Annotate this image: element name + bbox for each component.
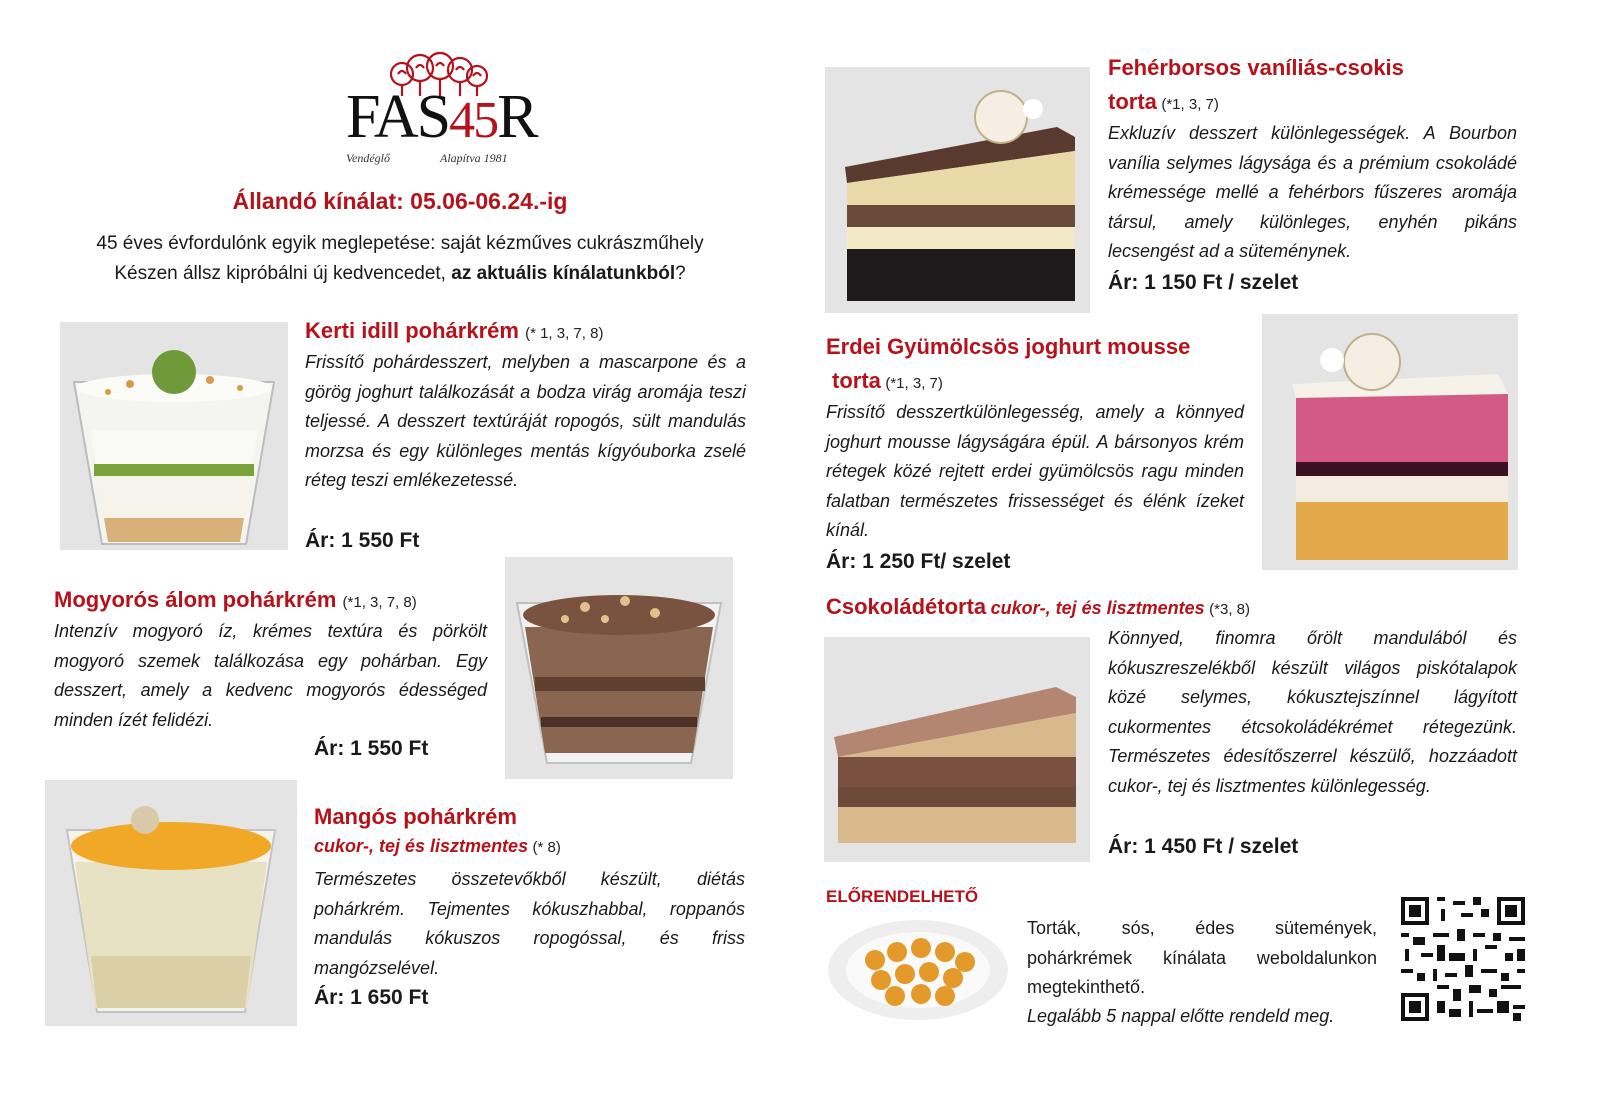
feherborsos-allergens: (*1, 3, 7) (1161, 96, 1219, 113)
feherborsos-name-torta: torta (1108, 89, 1157, 114)
intro-line-1: 45 éves évfordulónk egyik meglepetése: saját kézműves cukrászműhely (96, 233, 704, 254)
feherborsos-title-line1: Fehérborsos vaníliás-csokis (1108, 55, 1404, 80)
csoki-title-line (826, 594, 1250, 620)
feherborsos-description: Exkluzív desszert különlegességek. A Bourbon vanília selymes lágysága és a prémium csokoládé krémessége mellé a fehérbors fűszeres aromája társul, amely különleges, enyhén pikáns lecsengést ad a süteménynek. (1108, 123, 1517, 261)
mogyoros-title (54, 587, 417, 613)
preorder-note: Legalább 5 nappal előtte rendeld meg. (1027, 1006, 1335, 1026)
csoki-allergens: (*3, 8) (1209, 601, 1250, 618)
mangos-price: Ár: 1 650 Ft (314, 986, 429, 1009)
mangos-subtitle-line (314, 836, 561, 857)
csoki-name: Csokoládétorta (826, 594, 987, 619)
erdei-photo (1262, 314, 1518, 570)
brand-r: R (497, 83, 537, 151)
kerti-idill-description: Frissítő pohárdesszert, melyben a mascarpone és a görög joghurt találkozását a bodza virág aromája teszi teljessé. A desszert textúráját ropogós, sült mandulás morzsa és egy különleges mentás kígyóuborka zselé réteg teszi emlékezetessé. (305, 352, 746, 490)
erdei-name-torta: torta (832, 368, 881, 393)
intro-line-2 (40, 263, 760, 285)
intro-line-2-end: ? (675, 263, 686, 284)
logo (340, 50, 537, 172)
feherborsos-title-line2 (1108, 89, 1219, 115)
intro-line-2-plain: Készen állsz kipróbálni új kedvencedet, (114, 263, 452, 284)
kerti-idill-price: Ár: 1 550 Ft (305, 529, 420, 552)
mogyoros-price: Ár: 1 550 Ft (314, 737, 429, 760)
preorder-photo (825, 914, 1011, 1022)
intro-line-2-bold: az aktuális kínálatunkból (451, 263, 676, 284)
mogyoros-allergens: (*1, 3, 7, 8) (342, 594, 417, 611)
mangos-photo (45, 780, 297, 1026)
kerti-idill-allergens: (* 1, 3, 7, 8) (525, 325, 604, 342)
kerti-idill-title (305, 318, 603, 344)
qr-code-icon[interactable] (1397, 893, 1529, 1025)
erdei-price: Ár: 1 250 Ft/ szelet (826, 550, 1011, 573)
preorder-text: Torták, sós, édes sütemények, pohárkrémek kínálata weboldalunkon megtekinthető. (1027, 918, 1377, 997)
preorder-heading: ELŐRENDELHETŐ (826, 887, 979, 906)
mangos-description: Természetes összetevőkből készült, diétás pohárkrém. Tejmentes kókuszhabbal, roppanós mandulás kókuszos ropogóssal, és friss mangózselével. (314, 869, 745, 978)
logo-caption-right: Alapítva 1981 (440, 151, 508, 165)
erdei-title-line1: Erdei Gyümölcsös joghurt mousse (826, 334, 1191, 359)
csoki-photo (824, 637, 1090, 862)
erdei-title-line2 (832, 368, 943, 394)
brand-fas: FAS (346, 83, 450, 151)
brand-45: 45 (449, 92, 498, 149)
feherborsos-price: Ár: 1 150 Ft / szelet (1108, 271, 1299, 294)
mangos-title: Mangós pohárkrém (314, 804, 517, 829)
mogyoros-photo (505, 557, 733, 779)
kerti-idill-photo (60, 322, 288, 550)
mangos-allergens: (* 8) (532, 839, 561, 856)
csoki-subtitle: cukor-, tej és lisztmentes (990, 598, 1205, 618)
erdei-allergens: (*1, 3, 7) (885, 375, 943, 392)
kerti-idill-name: Kerti idill pohárkrém (305, 318, 519, 343)
page-title: Állandó kínálat: 05.06-06.24.-ig (232, 188, 568, 214)
csoki-description: Könnyed, finomra őrölt mandulából és kókuszreszelékből készült világos piskótalapok közé selymes, kókusztejszínnel lágyított cukormentes étcsokoládékrémet rétegezünk. Természetes édesítőszerrel készülő, hozzáadott cukor-, tej és lisztmentes különlegesség. (1108, 628, 1517, 796)
feherborsos-photo (825, 67, 1090, 313)
mogyoros-description: Intenzív mogyoró íz, krémes textúra és pörkölt mogyoró szemek találkozása egy pohárban. Egy desszert, amely a kedvenc mogyorós édességed minden ízét felidézi. (54, 621, 487, 730)
erdei-description: Frissítő desszertkülönlegesség, amely a könnyed joghurt mousse lágyságára épül. A bársonyos krém rétegek közé rejtett erdei gyümölcsös ragu minden falatban természetes frissességet és élénk ízeket kínál. (826, 402, 1244, 540)
csoki-price: Ár: 1 450 Ft / szelet (1108, 835, 1299, 858)
logo-caption-left: Vendéglő (346, 151, 390, 165)
mangos-subtitle: cukor-, tej és lisztmentes (314, 836, 529, 856)
mogyoros-name: Mogyorós álom pohárkrém (54, 587, 337, 612)
